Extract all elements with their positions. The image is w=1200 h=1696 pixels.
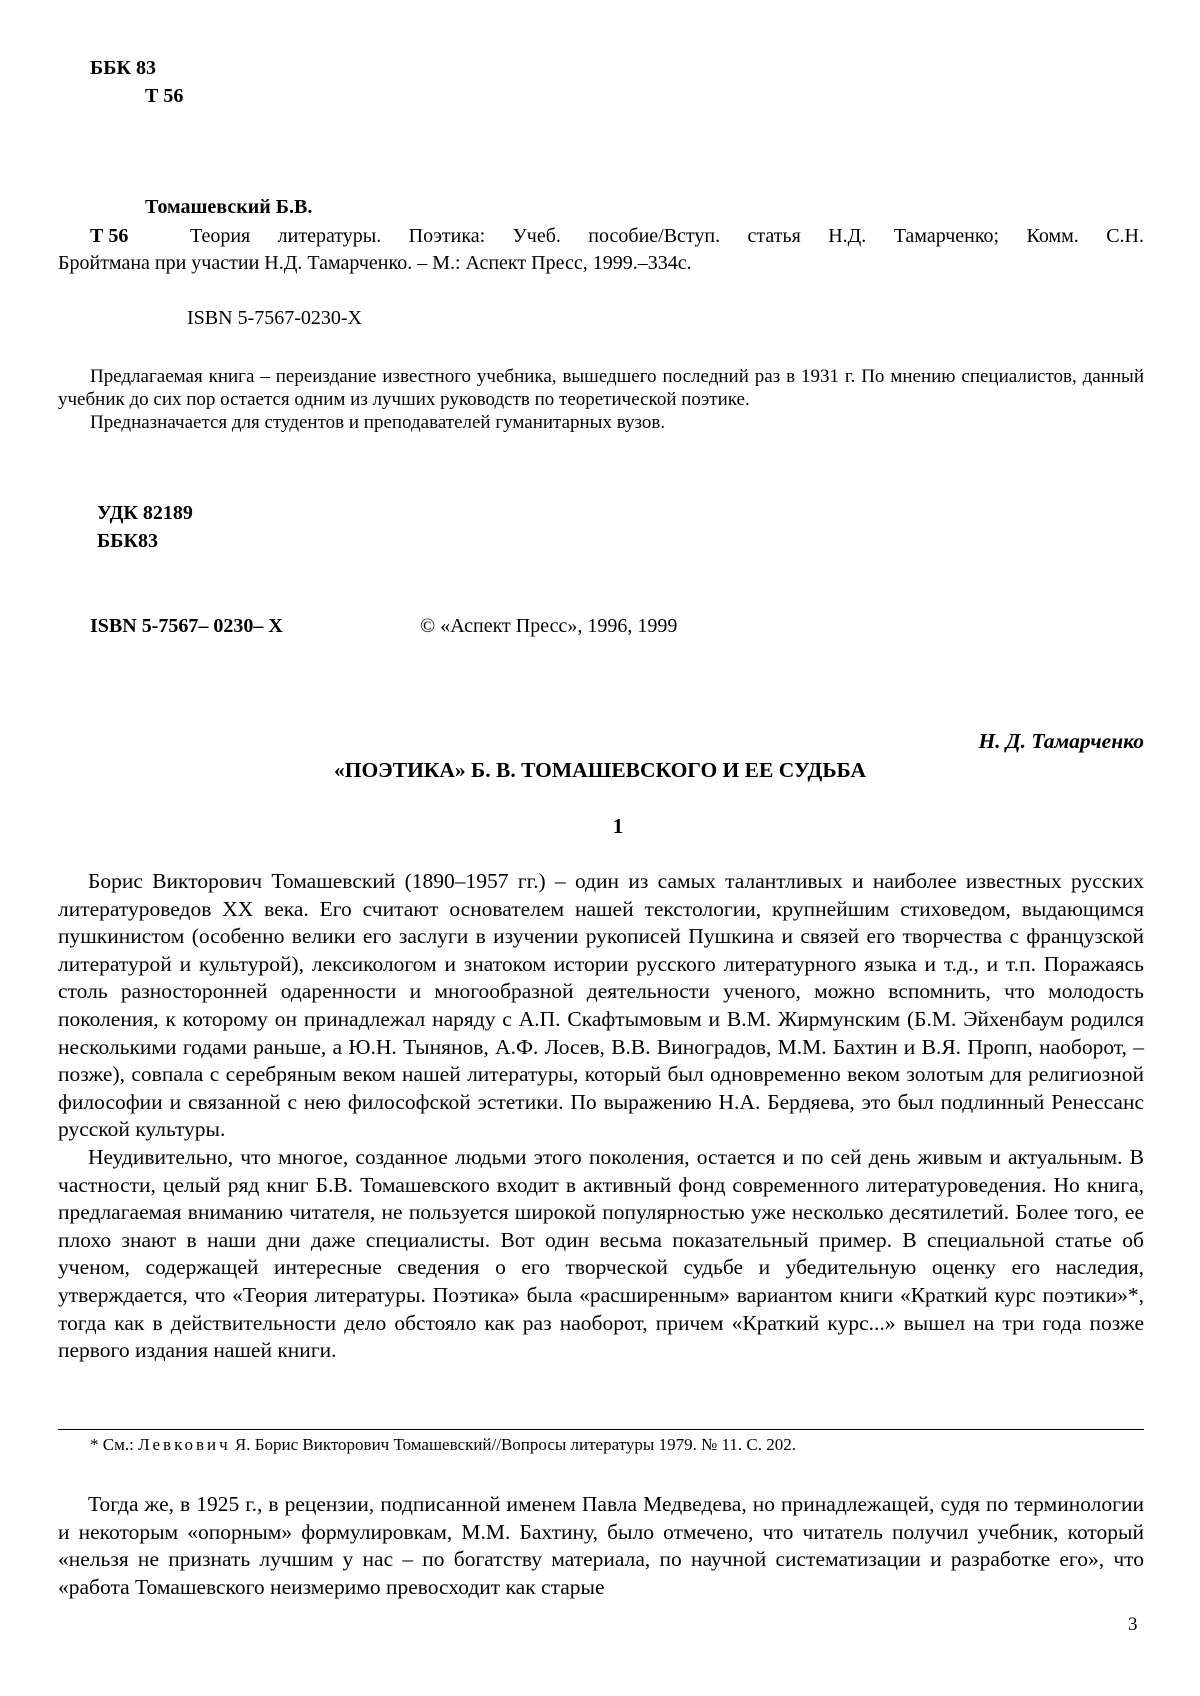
page-number: 3 [1128, 1614, 1138, 1635]
catalog-isbn: ISBN 5-7567-0230-X [187, 307, 362, 329]
article-author: Н. Д. Тамарченко [978, 729, 1144, 753]
footnote-separator [58, 1429, 1144, 1430]
imprint-isbn: ISBN 5-7567– 0230– X [90, 615, 283, 637]
udk-code: УДК 82189 [97, 502, 193, 524]
section-number: 1 [612, 814, 624, 838]
bbk-code-2: ББК83 [97, 530, 158, 552]
article-paragraph: Борис Викторович Томашевский (1890–1957 гг.) – один из самых талантливых и наиболее известных русских литературоведов XX века. Его считают основателем нашей текстологии, крупнейшим стиховедом, выдающимся пушкинистом (особенно велики его заслуги в изучении рукописей Пушкина и связей его творчества с французской литературой и культурой), лексикологом и знатоком истории русского литературного языка и т.д., и т.п. Поражаясь столь разносторонней одаренности и многообразной деятельности ученого, можно вспомнить, что молодость поколения, к которому он принадлежал наряду с А.П. Скафтымовым и В.М. Жирмунским (Б.М. Эйхенбаум родился несколькими годами раньше, а Ю.Н. Тынянов, А.Ф. Лосев, В.В. Виноградов, М.М. Бахтин и В.Я. Пропп, наоборот, – позже), совпала с серебряным веком нашей литературы, который был одновременно веком золотым для религиозной философии и связанной с нею философской эстетики. По выражению Н.А. Бердяева, это был подлинный Ренессанс русской культуры. [58, 869, 1144, 1142]
copyright: © «Аспект Пресс», 1996, 1999 [420, 615, 678, 637]
annotation [58, 365, 1144, 434]
bbk-code: ББК 83 [90, 57, 156, 79]
footnote-prefix: См.: [102, 1435, 134, 1454]
catalog-description-line2: Бройтмана при участии Н.Д. Тамарченко. – М.: Аспект Пресс, 1999.–334с. [58, 252, 692, 274]
author-mark: Т 56 [145, 85, 184, 107]
footnote-marker: * [90, 1435, 99, 1454]
footnote [90, 1434, 796, 1456]
article-body [58, 868, 1144, 1365]
annotation-paragraph: Предназначается для студентов и преподавателей гуманитарных вузов. [90, 412, 666, 433]
footnote-author: Левкович [138, 1435, 231, 1454]
footnote-text: Я. Борис Викторович Томашевский//Вопросы литературы 1979. № 11. С. 202. [234, 1435, 797, 1454]
catalog-description-line1: Теория литературы. Поэтика: Учеб. пособие/Вступ. статья Н.Д. Тамарченко; Комм. С.Н. [190, 225, 1144, 247]
article-title: «ПОЭТИКА» Б. В. ТОМАШЕВСКОГО И ЕЕ СУДЬБА [333, 758, 867, 782]
article-paragraph: Неудивительно, что многое, созданное людьми этого поколения, остается и по сей день живым и актуальным. В частности, целый ряд книг Б.В. Томашевского входит в активный фонд современного литературоведения. Но книга, предлагаемая вниманию читателя, не пользуется широкой популярностью уже несколько десятилетий. Более того, ее плохо знают в наши дни даже специалисты. Вот один весьма показательный пример. В специальной статье об ученом, содержащей интересные сведения о его творческой судьбе и убедительную оценку его наследия, утверждается, что «Теория литературы. Поэтика» была «расширенным» вариантом книги «Краткий курс поэтики»*, тогда как в действительности дело обстояло как раз наоборот, причем «Краткий курс...» вышел на три года позже первого издания нашей книги. [58, 1144, 1144, 1363]
catalog-author: Томашевский Б.В. [145, 196, 313, 218]
annotation-paragraph: Предлагаемая книга – переиздание известного учебника, вышедшего последний раз в 1931 г. По мнению специалистов, данный учебник до сих пор остается одним из лучших руководств по теоретической поэтике. [58, 366, 1144, 410]
article-paragraph: Тогда же, в 1925 г., в рецензии, подписанной именем Павла Медведева, но принадлежащей, судя по терминологии и некоторым «опорным» формулировкам, М.М. Бахтину, было отмечено, что читатель получил учебник, который «нельзя не признать лучшим у нас – по богатству материала, по научной систематизации и разработке его», что «работа Томашевского неизмеримо превосходит как старые [58, 1492, 1144, 1599]
article-body-continued [58, 1491, 1144, 1601]
catalog-mark: Т 56 [90, 225, 129, 247]
